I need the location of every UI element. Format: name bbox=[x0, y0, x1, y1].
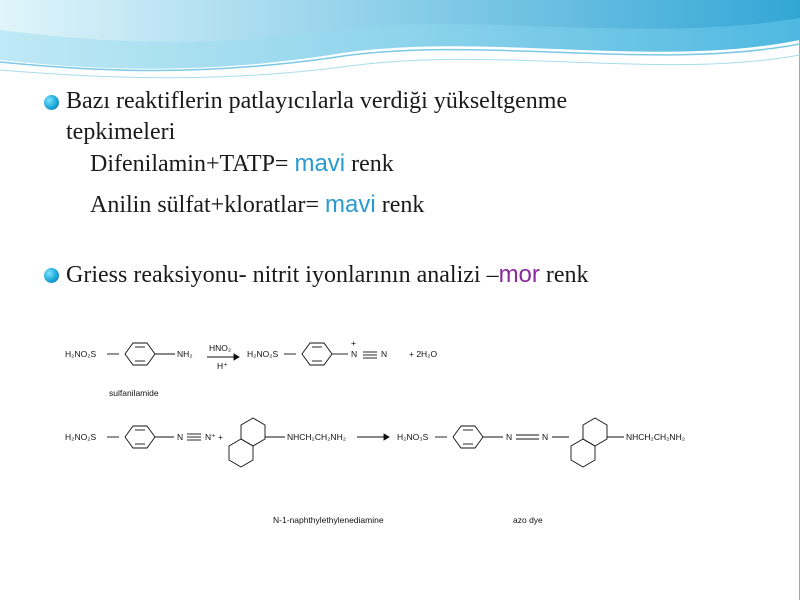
r1-nh2: NH₂ bbox=[177, 349, 193, 359]
subline-difenilamin bbox=[66, 148, 764, 180]
r1-left-group: H₂NO₂S bbox=[65, 349, 97, 359]
subline-anilin bbox=[66, 189, 764, 221]
bullet-text-line2: tepkimeleri bbox=[66, 119, 176, 145]
r1-product-left-group: H₂NO₂S bbox=[247, 349, 279, 359]
label-naphthylethylenediamine: N-1-naphthylethylenediamine bbox=[273, 515, 384, 525]
subline-text: Difenilamin+TATP= bbox=[90, 151, 295, 177]
diazonium-n-end: N bbox=[381, 349, 388, 359]
r2-amine-group: NHCH₂CH₂NH₂ bbox=[287, 432, 347, 442]
plus-charge: + bbox=[351, 338, 356, 348]
color-word-blue: mavi bbox=[325, 191, 376, 218]
r2-n-plus: N⁺ + bbox=[205, 432, 223, 442]
bullet-icon bbox=[44, 268, 59, 283]
r2-product-amine-group: NHCH₂CH₂NH₂ bbox=[626, 432, 686, 442]
color-word-blue: mavi bbox=[294, 150, 346, 177]
benzene-ring-shape bbox=[125, 343, 155, 365]
diazonium-n-plus: N bbox=[351, 349, 358, 359]
azo-n2: N bbox=[542, 432, 549, 442]
label-sulfanilamide: sulfanilamide bbox=[109, 388, 159, 398]
subline-text: renk bbox=[375, 192, 425, 218]
griess-text: Griess reaksiyonu- nitrit iyonlarının analizi – bbox=[66, 262, 499, 288]
bullet-list bbox=[44, 86, 764, 291]
subline-text: renk bbox=[345, 151, 394, 177]
griess-line bbox=[66, 259, 764, 291]
griess-reaction-figure bbox=[57, 337, 703, 534]
bullet-oxidation-reactions bbox=[44, 86, 764, 221]
bullet-griess bbox=[44, 259, 764, 291]
reagent-h-plus: H⁺ bbox=[217, 361, 228, 371]
header-wave-decoration bbox=[0, 0, 800, 90]
color-word-purple: mor bbox=[498, 261, 540, 288]
bullet-text-line1: Bazı reaktiflerin patlayıcılarla verdiği yükseltgenme bbox=[66, 88, 568, 114]
r2-left-group: H₂NO₂S bbox=[65, 432, 97, 442]
r2-n: N bbox=[177, 432, 184, 442]
griess-text: renk bbox=[539, 262, 589, 288]
reagent-hno2: HNO₂ bbox=[209, 343, 232, 353]
r2-product-left-group: H₂NO₃S bbox=[397, 432, 429, 442]
water-product: + 2H₂O bbox=[409, 349, 438, 359]
label-azo-dye: azo dye bbox=[513, 515, 543, 525]
subline-text: Anilin sülfat+kloratlar= bbox=[90, 192, 326, 218]
bullet-icon bbox=[44, 95, 59, 110]
azo-n1: N bbox=[506, 432, 513, 442]
